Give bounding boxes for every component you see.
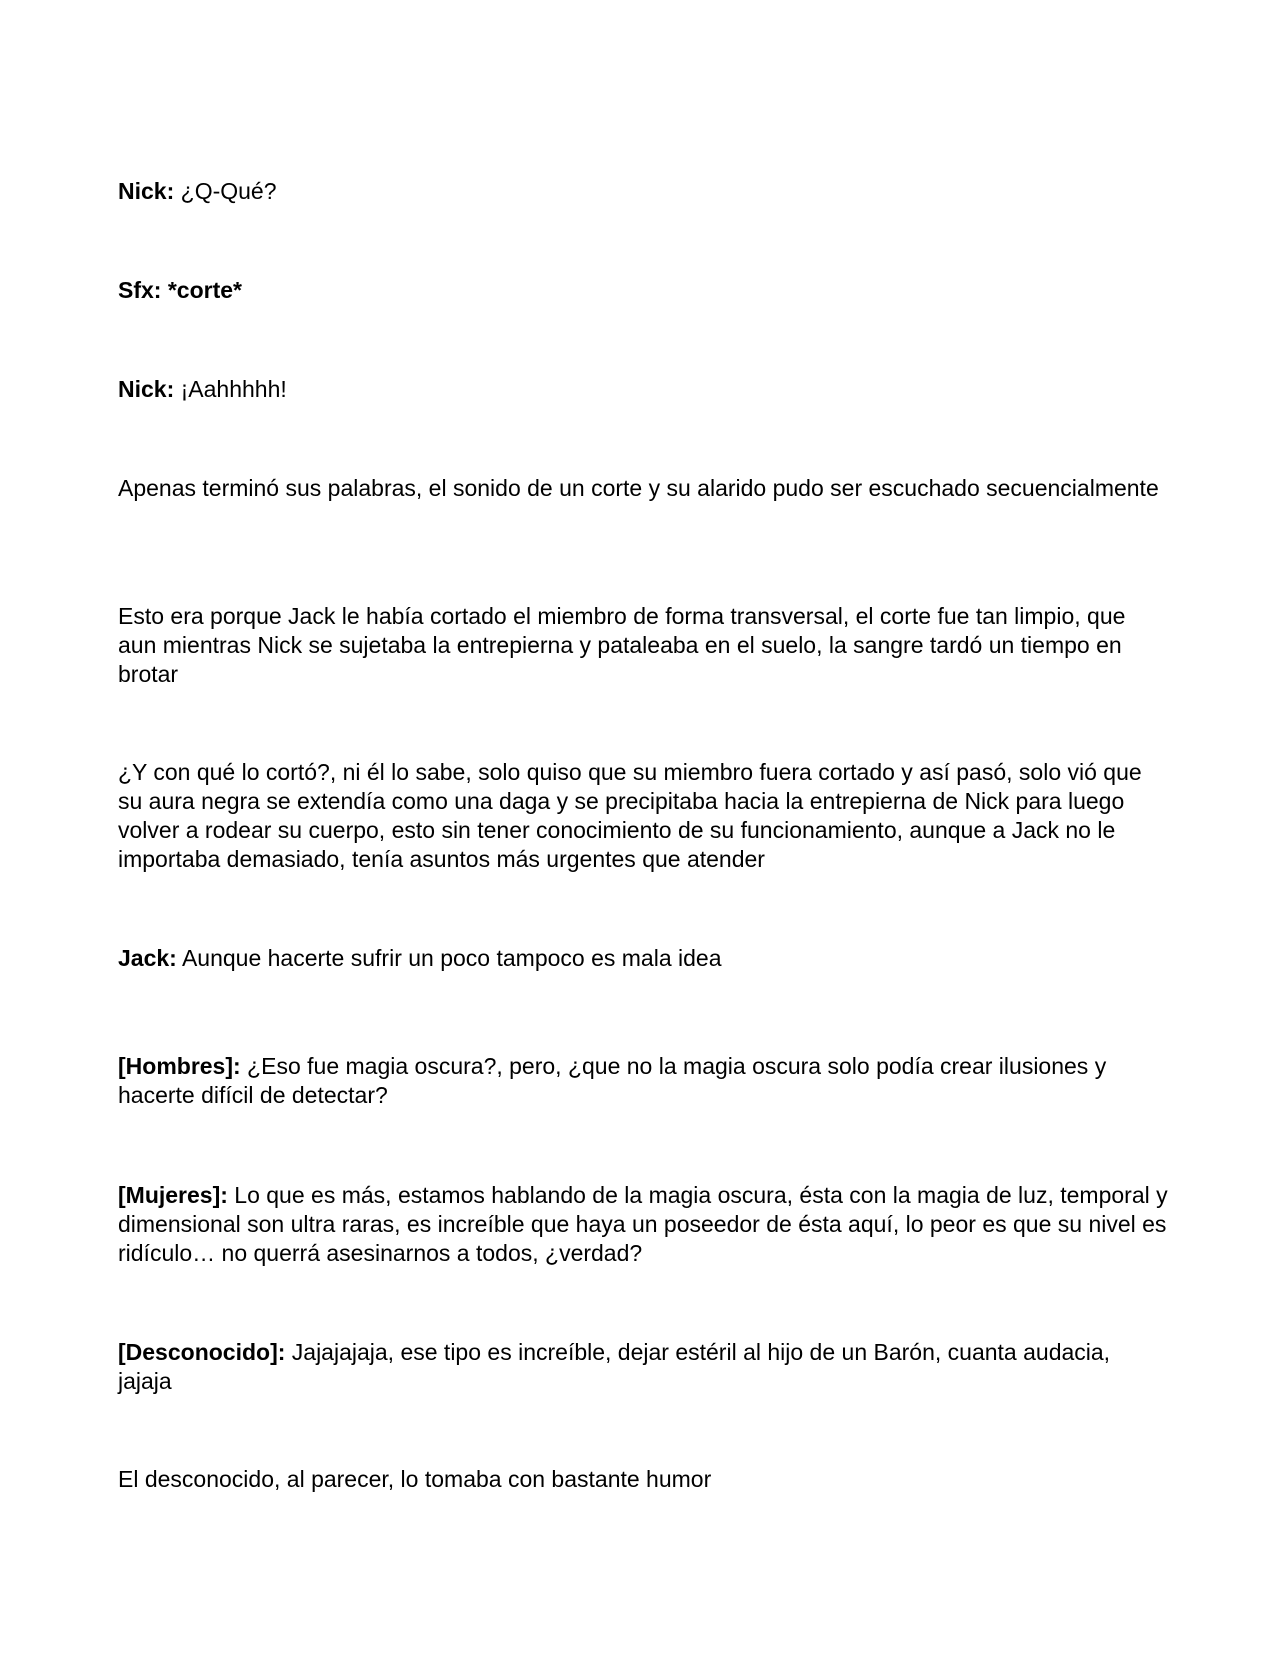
dialogue-jack [118, 944, 1168, 973]
speaker-name: [Desconocido]: [118, 1339, 286, 1365]
dialogue-mujeres [118, 1181, 1168, 1268]
speaker-name: [Hombres]: [118, 1053, 241, 1079]
speaker-name: [Mujeres]: [118, 1182, 228, 1208]
speaker-name: Jack: [118, 945, 177, 971]
dialogue-desconocido [118, 1338, 1168, 1396]
dialogue-text: ¿Eso fue magia oscura?, pero, ¿que no la magia oscura solo podía crear ilusiones y hacerte difícil de detectar? [118, 1053, 1107, 1108]
narration-paragraph [118, 758, 1168, 874]
dialogue-text: Jajajajaja, ese tipo es increíble, dejar estéril al hijo de un Barón, cuanta audacia, jajaja [118, 1339, 1111, 1394]
speaker-name: Nick: [118, 376, 175, 402]
narration-text: Apenas terminó sus palabras, el sonido de un corte y su alarido pudo ser escuchado secuencialmente [118, 475, 1159, 501]
narration-text: ¿Y con qué lo cortó?, ni él lo sabe, solo quiso que su miembro fuera cortado y así pasó, solo vió que su aura negra se extendía como una daga y se precipitaba hacia la entrepierna de Nick para luego volver a rodear su cuerpo, esto sin tener conocimiento de su funcionamiento, aunque a Jack no le importaba demasiado, tenía asuntos más urgentes que atender [118, 759, 1142, 872]
sfx-line [118, 276, 1168, 305]
dialogue-nick-2 [118, 375, 1168, 404]
dialogue-text: Lo que es más, estamos hablando de la magia oscura, ésta con la magia de luz, temporal y dimensional son ultra raras, es increíble que haya un poseedor de ésta aquí, lo peor es que su nivel es ridículo… no querrá asesinarnos a todos, ¿verdad? [118, 1182, 1168, 1266]
narration-paragraph [118, 602, 1168, 689]
dialogue-hombres [118, 1052, 1168, 1110]
dialogue-text: ¿Q-Qué? [174, 178, 277, 204]
narration-text: El desconocido, al parecer, lo tomaba con bastante humor [118, 1466, 712, 1492]
dialogue-text: Aunque hacerte sufrir un poco tampoco es mala idea [176, 945, 722, 971]
narration-paragraph [118, 474, 1168, 503]
speaker-name: Nick: [118, 178, 175, 204]
narration-text: Esto era porque Jack le había cortado el miembro de forma transversal, el corte fue tan limpio, que aun mientras Nick se sujetaba la entrepierna y pataleaba en el suelo, la sangre tardó un tiempo en brotar [118, 603, 1126, 687]
sfx-text: Sfx: *corte* [118, 277, 242, 303]
narration-paragraph [118, 1465, 1168, 1494]
dialogue-nick-1 [118, 177, 1168, 206]
dialogue-text: ¡Aahhhhh! [174, 376, 287, 402]
